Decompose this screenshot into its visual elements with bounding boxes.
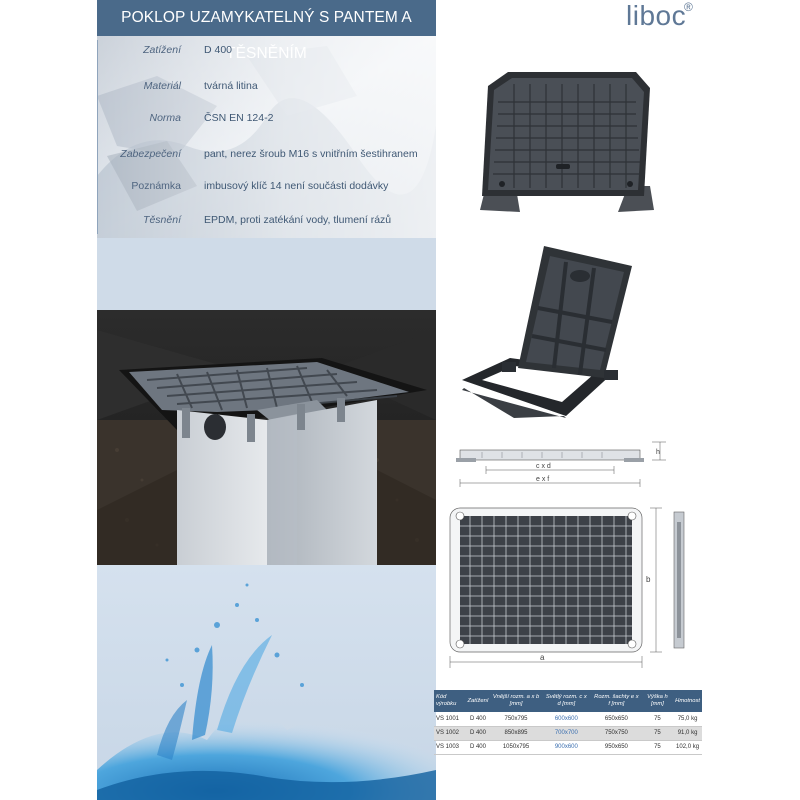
spec-table bbox=[97, 36, 436, 238]
spec-value: tvárná litina bbox=[204, 80, 258, 92]
spec-value: ČSN EN 124-2 bbox=[204, 112, 274, 124]
cell-code: VS 1001 bbox=[434, 712, 465, 726]
header-weight: Hmotnost bbox=[673, 690, 702, 712]
spec-label: Zatížení bbox=[143, 44, 181, 56]
dim-b-label: b bbox=[646, 575, 651, 584]
spec-value: D 400 bbox=[204, 44, 233, 56]
spacer-band bbox=[97, 238, 436, 310]
cell-load: D 400 bbox=[465, 740, 490, 754]
page-title: POKLOP UZAMYKATELNÝ S PANTEM A TĚSNĚNÍM bbox=[121, 9, 412, 62]
cell-height: 75 bbox=[642, 740, 673, 754]
side-view-drawing bbox=[452, 440, 672, 495]
dim-exf-label: e x f bbox=[536, 476, 550, 483]
header-load: Zatížení bbox=[465, 690, 490, 712]
cell-height: 75 bbox=[642, 712, 673, 726]
cell-load: D 400 bbox=[465, 726, 490, 740]
spec-value: imbusový klíč 14 není součásti dodávky bbox=[204, 180, 389, 192]
cell-weight: 102,0 kg bbox=[673, 740, 702, 754]
table-row bbox=[434, 740, 702, 754]
cell-shaft-dim: 950x650 bbox=[591, 740, 642, 754]
brand-logo: liboc bbox=[626, 0, 687, 31]
spec-label: Norma bbox=[149, 112, 181, 124]
header-code: Kód výrobku bbox=[434, 690, 465, 712]
dim-h-label: h bbox=[656, 449, 660, 456]
top-view-drawing bbox=[446, 502, 694, 674]
header-shaft-dim: Rozm. šachty e x f [mm] bbox=[591, 690, 642, 712]
open-cover-photo bbox=[454, 240, 644, 420]
table-header-row bbox=[434, 690, 702, 712]
header-outer-dim: Vnější rozm. a x b [mm] bbox=[490, 690, 541, 712]
cell-shaft-dim: 750x750 bbox=[591, 726, 642, 740]
cell-clear-dim: 600x600 bbox=[542, 712, 591, 726]
cell-clear-dim: 700x700 bbox=[542, 726, 591, 740]
spec-row-note bbox=[97, 180, 436, 200]
spec-row-load bbox=[97, 44, 436, 64]
spec-label: Materiál bbox=[143, 80, 181, 92]
spec-label: Zabezpečení bbox=[120, 148, 181, 160]
cell-height: 75 bbox=[642, 726, 673, 740]
cell-outer-dim: 850x895 bbox=[490, 726, 541, 740]
dim-cxd-label: c x d bbox=[536, 463, 551, 470]
registered-mark: ® bbox=[684, 0, 693, 14]
dim-a-label: a bbox=[540, 653, 545, 662]
header-clear-dim: Světlý rozm. c x d [mm] bbox=[542, 690, 591, 712]
cell-weight: 75,0 kg bbox=[673, 712, 702, 726]
cell-shaft-dim: 650x650 bbox=[591, 712, 642, 726]
installation-illustration bbox=[97, 310, 436, 565]
closed-cover-photo bbox=[468, 68, 658, 216]
spec-label: Poznámka bbox=[131, 180, 181, 192]
spec-row-material bbox=[97, 80, 436, 100]
cell-outer-dim: 750x795 bbox=[490, 712, 541, 726]
product-table bbox=[434, 690, 702, 755]
header-height: Výška h [mm] bbox=[642, 690, 673, 712]
cell-weight: 91,0 kg bbox=[673, 726, 702, 740]
spec-value: pant, nerez šroub M16 s vnitřním šestihranem bbox=[204, 148, 418, 160]
table-row bbox=[434, 712, 702, 726]
cell-code: VS 1002 bbox=[434, 726, 465, 740]
spec-row-standard bbox=[97, 112, 436, 132]
spec-row-seal bbox=[97, 214, 436, 234]
cell-outer-dim: 1050x795 bbox=[490, 740, 541, 754]
cell-code: VS 1003 bbox=[434, 740, 465, 754]
spec-label: Těsnění bbox=[143, 214, 181, 226]
table-row bbox=[434, 726, 702, 740]
cell-clear-dim: 900x600 bbox=[542, 740, 591, 754]
spec-value: EPDM, proti zatékání vody, tlumení rázů bbox=[204, 214, 392, 226]
cell-load: D 400 bbox=[465, 712, 490, 726]
water-splash-area bbox=[97, 565, 436, 800]
spec-row-security bbox=[97, 148, 436, 168]
